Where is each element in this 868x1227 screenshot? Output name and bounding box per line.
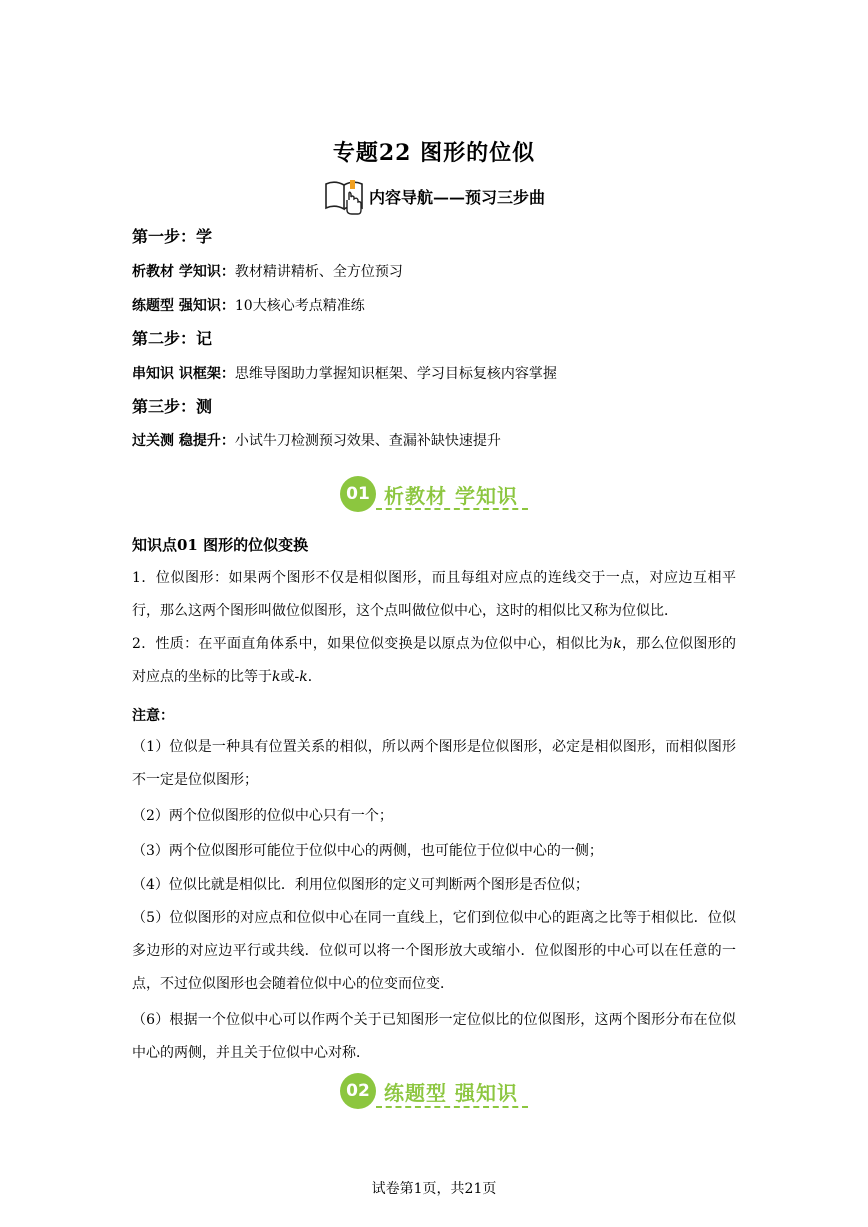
variable-k: k bbox=[613, 636, 622, 652]
note-item-2: （2）两个位似图形的位似中心只有一个； bbox=[132, 808, 393, 824]
step-item bbox=[132, 296, 365, 316]
note-label: 注意： bbox=[132, 708, 174, 724]
step-heading-3: 第三步：测 bbox=[132, 397, 213, 416]
step-heading-1: 第一步：学 bbox=[132, 227, 213, 246]
variable-neg-k: -k bbox=[294, 669, 308, 685]
step-item-lead: 过关测 稳提升： bbox=[132, 433, 235, 449]
step-item-lead: 练题型 强知识： bbox=[132, 298, 235, 314]
note-item-6: （6）根据一个位似中心可以作两个关于已知图形一定位似比的位似图形，这两个图形分布在位似中心的两侧，并且关于位似中心对称． bbox=[132, 1012, 736, 1061]
step-item bbox=[132, 431, 501, 451]
text-run: 或 bbox=[280, 669, 295, 685]
step-item-text: 10大核心考点精准练 bbox=[234, 298, 365, 314]
section-heading-1 bbox=[340, 476, 518, 512]
page-title: 专题22 图形的位似 bbox=[332, 140, 536, 166]
navigation-label: 内容导航——预习三步曲 bbox=[368, 187, 545, 207]
section-title: 练题型 强知识 bbox=[384, 1080, 518, 1105]
note-item-3: （3）两个位似图形可能位于位似中心的两侧，也可能位于位似中心的一侧； bbox=[132, 843, 603, 859]
step-item-lead: 串知识 识框架： bbox=[132, 366, 235, 382]
section-divider bbox=[376, 1106, 528, 1108]
knowledge-point-title: 知识点01 图形的位似变换 bbox=[132, 536, 309, 554]
page-footer: 试卷第1页，共21页 bbox=[371, 1181, 497, 1197]
paragraph-definition: 1．位似图形：如果两个图形不仅是相似图形，而且每组对应点的连线交于一点，对应边互相平行，那么这两个图形叫做位似图形，这个点叫做位似中心，这时的相似比又称为位似比． bbox=[132, 570, 736, 619]
variable-k: k bbox=[272, 669, 281, 685]
step-item-lead: 析教材 学知识： bbox=[132, 264, 235, 280]
step-item-text: 小试牛刀检测预习效果、查漏补缺快速提升 bbox=[234, 433, 501, 449]
step-item bbox=[132, 364, 557, 384]
section-number-badge: 01 bbox=[340, 476, 376, 512]
section-divider bbox=[376, 508, 528, 510]
paragraph-property bbox=[132, 628, 736, 694]
section-number-badge: 02 bbox=[340, 1073, 376, 1109]
text-run: 2．性质：在平面直角体系中，如果位似变换是以原点为位似中心，相似比为 bbox=[132, 636, 614, 652]
step-item bbox=[132, 262, 403, 282]
step-heading-2: 第二步：记 bbox=[132, 329, 213, 348]
step-item-text: 思维导图助力掌握知识框架、学习目标复核内容掌握 bbox=[234, 366, 557, 382]
text-run: ，那么位似图形的对应点的坐标的比等于 bbox=[132, 636, 737, 685]
note-item-4: （4）位似比就是相似比．利用位似图形的定义可判断两个图形是否位似； bbox=[132, 877, 589, 893]
note-item-1: （1）位似是一种具有位置关系的相似，所以两个图形是位似图形，必定是相似图形，而相似图形不一定是位似图形； bbox=[132, 739, 736, 788]
section-title: 析教材 学知识 bbox=[384, 483, 518, 508]
step-item-text: 教材精讲精析、全方位预习 bbox=[234, 264, 403, 280]
section-heading-2 bbox=[340, 1073, 518, 1109]
content-navigation bbox=[0, 176, 868, 216]
text-run: ． bbox=[307, 669, 322, 685]
book-hand-icon bbox=[323, 176, 367, 216]
note-item-5: （5）位似图形的对应点和位似中心在同一直线上，它们到位似中心的距离之比等于相似比．位似多边形的对应边平行或共线．位似可以将一个图形放大或缩小．位似图形的中心可以在任意的一点，不过位似图形也会随着位似中心的位变而位变． bbox=[132, 910, 736, 992]
